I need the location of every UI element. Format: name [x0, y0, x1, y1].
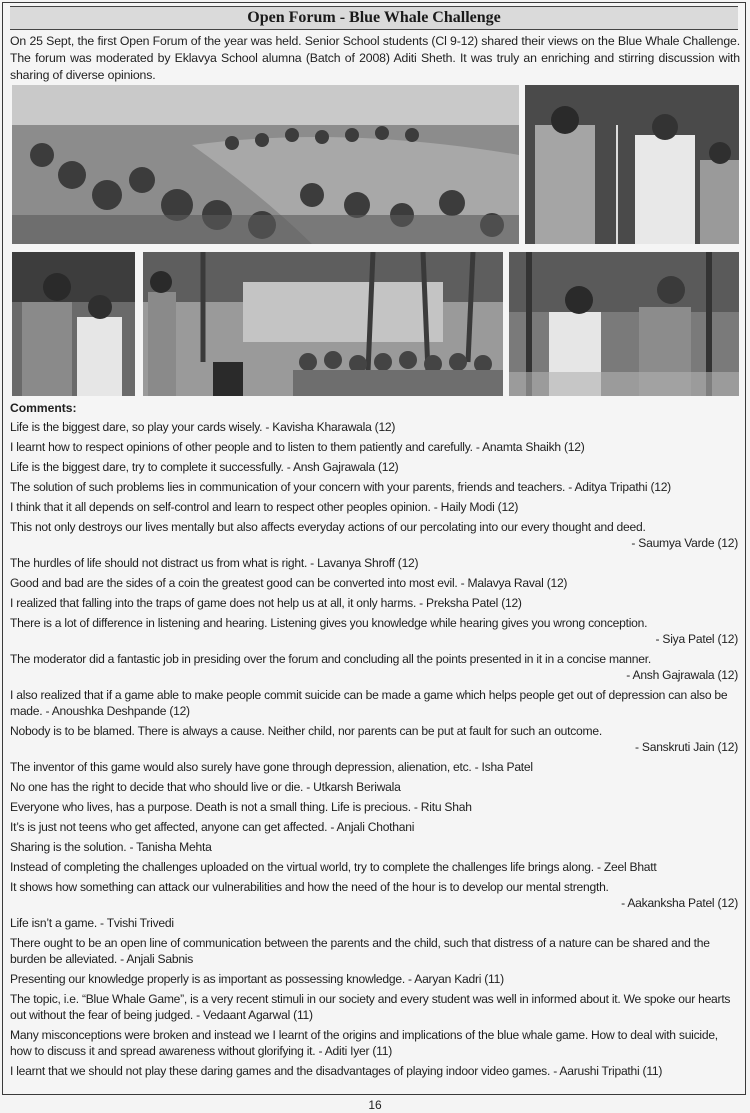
comment-item [10, 615, 738, 647]
comment-item [10, 819, 738, 835]
comment-item [10, 935, 738, 967]
photo-two-students [12, 252, 135, 396]
comment-item [10, 575, 738, 591]
comment-item [10, 595, 738, 611]
comment-text: No one has the right to decide that who should live or die. - Utkarsh Beriwala [10, 780, 401, 794]
comment-text: I realized that falling into the traps of game does not help us at all, it only harms. - Preksha Patel (12) [10, 596, 522, 610]
comment-item [10, 419, 738, 435]
comment-text: The hurdles of life should not distract us from what is right. - Lavanya Shroff (12) [10, 556, 419, 570]
comment-text: Instead of completing the challenges uploaded on the virtual world, try to complete the challenges life brings along. - Zeel Bhatt [10, 860, 657, 874]
comment-text: There ought to be an open line of communication between the parents and the child, such that distress of a nature can be shared and the burden be alleviated. - Anjali Sabnis [10, 936, 710, 966]
comment-text: Many misconceptions were broken and instead we I learnt of the origins and implications of the blue whale game. How to deal with suicide, how to discuss it and spread awareness without glorifying it. - Aditi Iyer (11) [10, 1028, 718, 1058]
photo-audience [12, 85, 519, 244]
comment-text: I also realized that if a game able to make people commit suicide can be made a game which helps people get out of depression can also be made. - Anoushka Deshpande (12) [10, 688, 728, 718]
comment-item [10, 555, 738, 571]
comment-text: Life isn’t a game. - Tvishi Trivedi [10, 916, 174, 930]
comment-text: Life is the biggest dare, so play your cards wisely. - Kavisha Kharawala (12) [10, 420, 396, 434]
comment-item [10, 779, 738, 795]
comment-text: The solution of such problems lies in communication of your concern with your parents, friends and teachers. - Aditya Tripathi (12) [10, 480, 671, 494]
comment-text: The topic, i.e. “Blue Whale Game”, is a very recent stimuli in our society and every student was well in informed about it. We spoke our hearts out without the fear of being judged. - Vedaant Agarwal (11) [10, 992, 731, 1022]
comment-item [10, 1063, 738, 1079]
comment-text: The inventor of this game would also surely have gone through depression, alienation, etc. - Isha Patel [10, 760, 533, 774]
comment-author: - Aakanksha Patel (12) [621, 896, 738, 910]
comment-item [10, 439, 738, 455]
comment-text: The moderator did a fantastic job in presiding over the forum and concluding all the points presented in it in a concise manner. [10, 652, 651, 666]
comment-item [10, 687, 738, 719]
comment-text: I think that it all depends on self-control and learn to respect other peoples opinion. - Haily Modi (12) [10, 500, 519, 514]
comment-item [10, 971, 738, 987]
comment-item [10, 799, 738, 815]
comment-item [10, 859, 738, 875]
comment-item [10, 723, 738, 755]
comment-text: Presenting our knowledge properly is as important as possessing knowledge. - Aaryan Kadri (11) [10, 972, 504, 986]
comment-item [10, 839, 738, 855]
comment-text: Good and bad are the sides of a coin the greatest good can be converted into most evil. - Malavya Raval (12) [10, 576, 568, 590]
comments-heading: Comments: [10, 401, 77, 415]
comment-author: - Siya Patel (12) [655, 632, 738, 646]
comment-text: It’s is just not teens who get affected, anyone can get affected. - Anjali Chothani [10, 820, 415, 834]
comment-item [10, 651, 738, 683]
intro-paragraph: On 25 Sept, the first Open Forum of the year was held. Senior School students (Cl 9-12) shared their views on the Blue Whale Challenge. The forum was moderated by Eklavya School alumna (Batch of 2008) Aditi Sheth. It was truly an enriching and stirring discussion with sharing of diverse opinions. [10, 34, 740, 82]
comment-item [10, 519, 738, 551]
comment-item [10, 479, 738, 495]
page-number: 16 [368, 1098, 382, 1112]
comment-text: There is a lot of difference in listening and hearing. Listening gives you knowledge while hearing gives you wrong conception. [10, 616, 648, 630]
comment-author: - Sanskruti Jain (12) [635, 740, 738, 754]
comment-item [10, 915, 738, 931]
comment-item [10, 991, 738, 1023]
comment-text: Life is the biggest dare, try to complete it successfully. - Ansh Gajrawala (12) [10, 460, 399, 474]
comment-author: - Saumya Varde (12) [631, 536, 738, 550]
comment-item [10, 759, 738, 775]
comment-list [10, 419, 738, 1079]
photo-handover [509, 252, 739, 396]
comment-text: This not only destroys our lives mentally but also affects everyday actions of our percolating into our every thought and deed. [10, 520, 646, 534]
comment-text: Sharing is the solution. - Tanisha Mehta [10, 840, 212, 854]
comment-item [10, 459, 738, 475]
comment-text: It shows how something can attack our vulnerabilities and how the need of the hour is to develop our mental strength. [10, 880, 609, 894]
comment-item [10, 879, 738, 911]
comment-text: I learnt that we should not play these daring games and the disadvantages of playing indoor video games. - Aarushi Tripathi (11) [10, 1064, 663, 1078]
photo-garden-forum [143, 252, 503, 396]
comments-section [10, 400, 738, 1083]
comment-text: I learnt how to respect opinions of other people and to listen to them patiently and carefully. - Anamta Shaikh (12) [10, 440, 585, 454]
comment-item [10, 499, 738, 515]
comment-text: Everyone who lives, has a purpose. Death is not a small thing. Life is precious. - Ritu Shah [10, 800, 472, 814]
comment-text: Nobody is to be blamed. There is always a cause. Neither child, nor parents can be put at fault for such an outcome. [10, 724, 602, 738]
comment-item [10, 1027, 738, 1059]
article-title: Open Forum - Blue Whale Challenge [10, 6, 738, 30]
comment-author: - Ansh Gajrawala (12) [626, 668, 738, 682]
photo-speakers-mic [525, 85, 739, 244]
